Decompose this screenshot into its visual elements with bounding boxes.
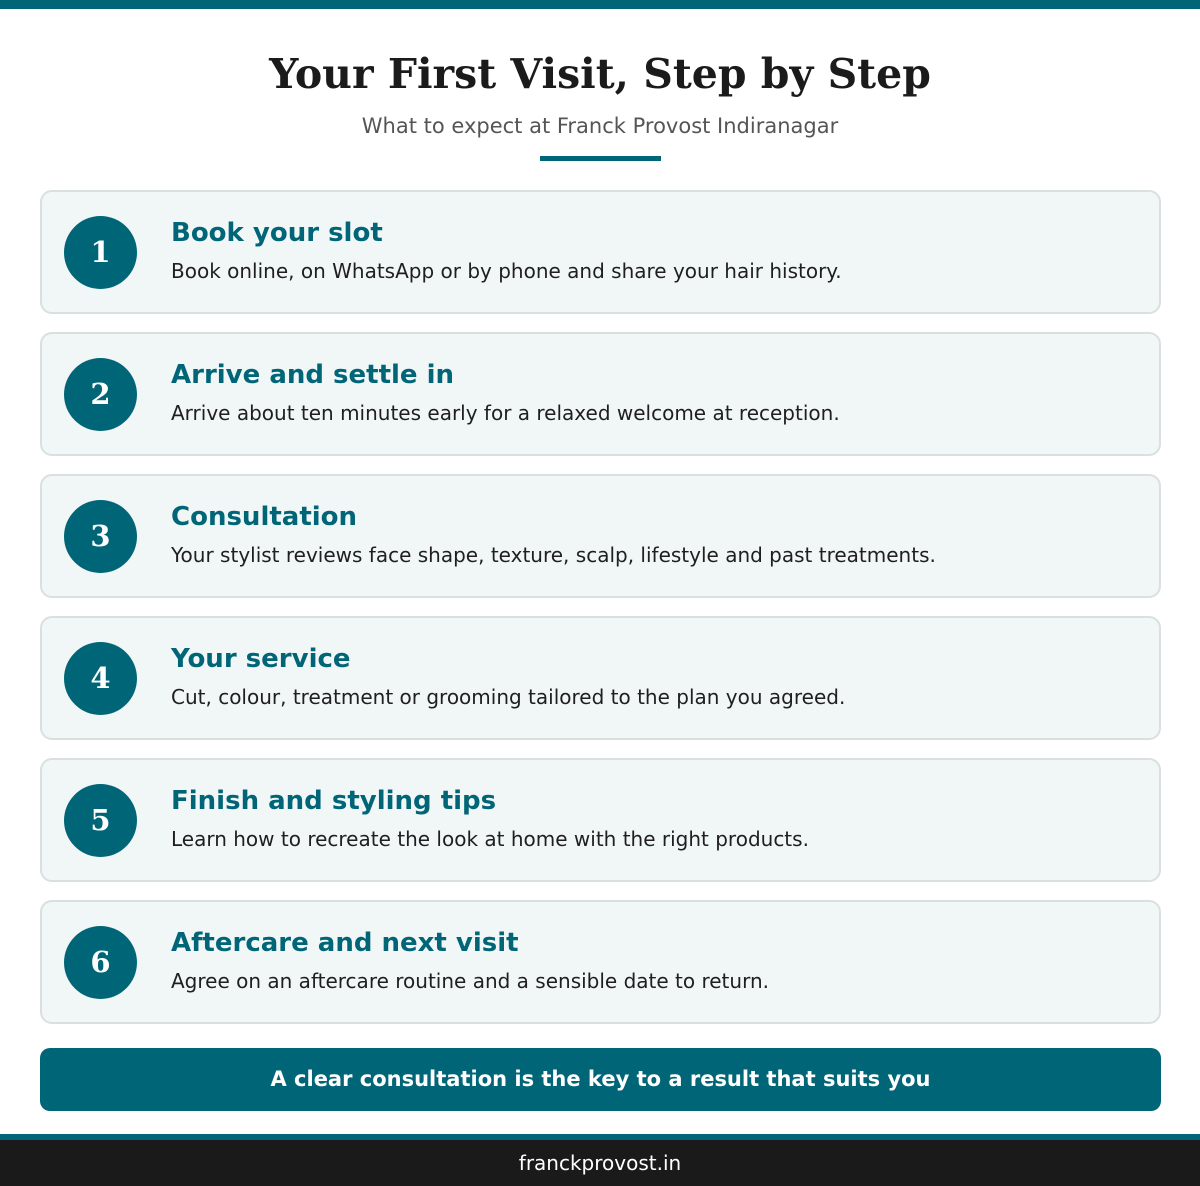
page-title: Your First Visit, Step by Step (269, 50, 931, 98)
step-description: Learn how to recreate the look at home with the right products. (171, 827, 809, 851)
step-title: Consultation (171, 502, 358, 532)
step-title: Aftercare and next visit (171, 928, 519, 958)
step-card-3 (40, 474, 1161, 598)
step-card-5 (40, 758, 1161, 882)
step-number-badge: 4 (64, 642, 137, 715)
page-subtitle: What to expect at Franck Provost Indiranagar (361, 114, 839, 138)
step-number-badge: 3 (64, 500, 137, 573)
website-url: franckprovost.in (518, 1151, 682, 1175)
steps-list (40, 190, 1161, 1042)
step-title: Your service (171, 644, 351, 674)
step-number-badge: 2 (64, 358, 137, 431)
step-number-badge: 6 (64, 926, 137, 999)
step-number-badge: 1 (64, 216, 137, 289)
step-description: Book online, on WhatsApp or by phone and share your hair history. (171, 259, 842, 283)
step-title: Book your slot (171, 218, 383, 248)
step-card-4 (40, 616, 1161, 740)
step-card-1 (40, 190, 1161, 314)
step-description: Your stylist reviews face shape, texture, scalp, lifestyle and past treatments. (171, 543, 936, 567)
step-number-badge: 5 (64, 784, 137, 857)
footer (0, 1140, 1200, 1186)
title-divider (540, 156, 661, 161)
step-title: Finish and styling tips (171, 786, 497, 816)
step-title: Arrive and settle in (171, 360, 455, 390)
step-description: Cut, colour, treatment or grooming tailored to the plan you agreed. (171, 685, 846, 709)
consultation-callout-banner: A clear consultation is the key to a result that suits you (40, 1048, 1161, 1111)
step-card-2 (40, 332, 1161, 456)
top-accent-bar (0, 0, 1200, 9)
step-card-6 (40, 900, 1161, 1024)
step-description: Agree on an aftercare routine and a sensible date to return. (171, 969, 769, 993)
step-description: Arrive about ten minutes early for a relaxed welcome at reception. (171, 401, 840, 425)
